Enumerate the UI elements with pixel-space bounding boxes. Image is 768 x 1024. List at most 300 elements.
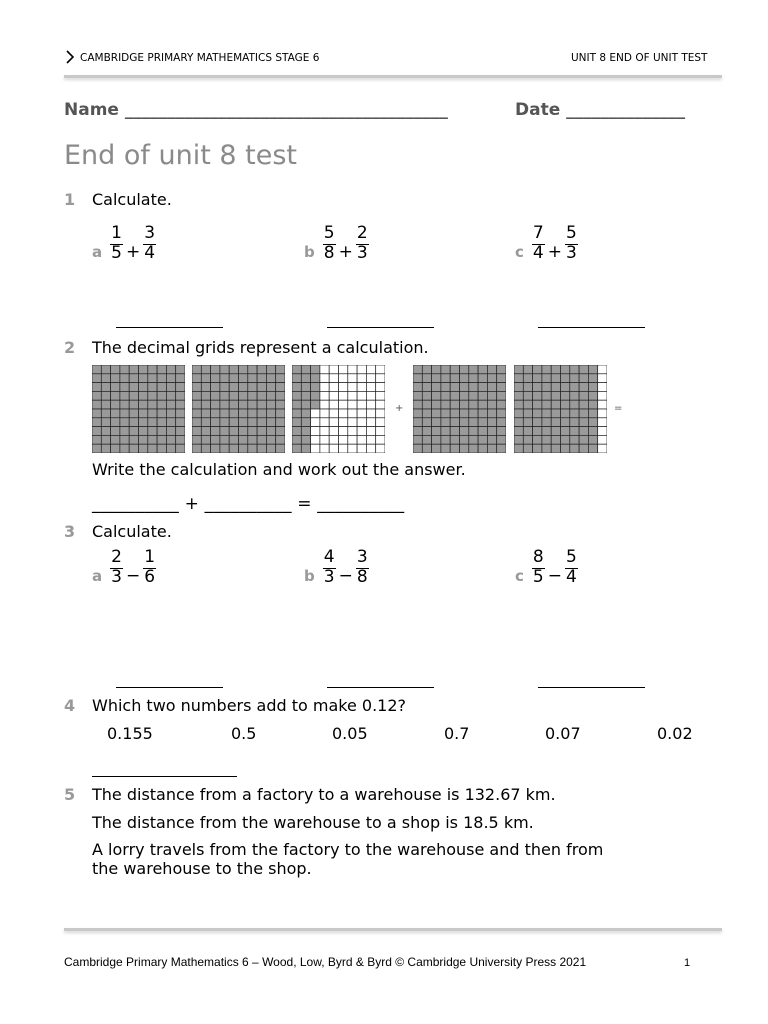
shaded-cell xyxy=(148,427,157,436)
question-number-3: 3 xyxy=(64,522,76,541)
shaded-cell xyxy=(220,391,229,400)
empty-cell xyxy=(357,365,366,374)
fraction: $\frac{1}{5}$ xyxy=(111,222,122,263)
shaded-cell xyxy=(192,418,201,427)
q3-part-b xyxy=(304,548,369,586)
shaded-cell xyxy=(111,427,120,436)
shaded-cell xyxy=(139,444,148,453)
q2-answer-row[interactable]: __________ + __________ = __________ xyxy=(92,494,405,514)
shaded-cell xyxy=(301,400,310,409)
shaded-cell xyxy=(487,427,496,436)
equals-symbol: = xyxy=(614,403,623,414)
shaded-cell xyxy=(111,391,120,400)
shaded-cell xyxy=(588,444,597,453)
shaded-cell xyxy=(422,444,431,453)
shaded-cell xyxy=(229,391,238,400)
shaded-cell xyxy=(579,409,588,418)
fraction: $\frac{5}{4}$ xyxy=(565,546,577,587)
shaded-cell xyxy=(441,391,450,400)
empty-cell xyxy=(348,444,357,453)
shaded-cell xyxy=(478,427,487,436)
shaded-cell xyxy=(588,435,597,444)
empty-cell xyxy=(329,427,338,436)
shaded-cell xyxy=(201,383,210,392)
header-divider xyxy=(64,75,722,78)
shaded-cell xyxy=(301,391,310,400)
shaded-cell xyxy=(92,435,101,444)
shaded-cell xyxy=(311,365,320,374)
shaded-cell xyxy=(441,374,450,383)
shaded-cell xyxy=(192,400,201,409)
shaded-cell xyxy=(413,400,422,409)
shaded-cell xyxy=(523,400,532,409)
empty-cell xyxy=(598,409,607,418)
shaded-cell xyxy=(460,374,469,383)
shaded-cell xyxy=(248,409,257,418)
shaded-cell xyxy=(542,400,551,409)
part-label: c xyxy=(515,567,524,585)
shaded-cell xyxy=(211,400,220,409)
shaded-cell xyxy=(523,409,532,418)
operator: − xyxy=(547,566,562,586)
empty-cell xyxy=(366,383,375,392)
fraction: $\frac{1}{6}$ xyxy=(144,546,156,587)
shaded-cell xyxy=(478,409,487,418)
shaded-cell xyxy=(201,400,210,409)
shaded-cell xyxy=(120,383,129,392)
shaded-cell xyxy=(588,365,597,374)
q5-line: The distance from a factory to a warehouse is 132.67 km. xyxy=(92,785,556,804)
shaded-cell xyxy=(239,400,248,409)
shaded-cell xyxy=(478,400,487,409)
q3b-answer-line[interactable] xyxy=(327,687,434,688)
shaded-cell xyxy=(551,409,560,418)
shaded-cell xyxy=(579,400,588,409)
shaded-cell xyxy=(111,409,120,418)
shaded-cell xyxy=(148,435,157,444)
shaded-cell xyxy=(523,391,532,400)
shaded-cell xyxy=(101,391,110,400)
q1-part-a xyxy=(92,224,156,262)
shaded-cell xyxy=(413,365,422,374)
shaded-cell xyxy=(542,374,551,383)
shaded-cell xyxy=(460,365,469,374)
shaded-cell xyxy=(239,383,248,392)
q1c-answer-line[interactable] xyxy=(538,327,645,328)
shaded-cell xyxy=(487,418,496,427)
shaded-cell xyxy=(413,374,422,383)
empty-cell xyxy=(376,444,385,453)
shaded-cell xyxy=(514,391,523,400)
q1-part-c xyxy=(515,224,578,262)
shaded-cell xyxy=(460,418,469,427)
shaded-cell xyxy=(257,391,266,400)
shaded-cell xyxy=(201,444,210,453)
q1b-answer-line[interactable] xyxy=(327,327,434,328)
shaded-cell xyxy=(542,365,551,374)
shaded-cell xyxy=(487,444,496,453)
empty-cell xyxy=(357,383,366,392)
shaded-cell xyxy=(292,391,301,400)
shaded-cell xyxy=(497,374,506,383)
shaded-cell xyxy=(276,391,285,400)
shaded-cell xyxy=(129,374,138,383)
empty-cell xyxy=(357,444,366,453)
footer-divider xyxy=(64,928,722,931)
shaded-cell xyxy=(176,365,185,374)
shaded-cell xyxy=(201,391,210,400)
shaded-cell xyxy=(487,400,496,409)
empty-cell xyxy=(329,383,338,392)
shaded-cell xyxy=(551,365,560,374)
shaded-cell xyxy=(497,418,506,427)
empty-cell xyxy=(376,391,385,400)
shaded-cell xyxy=(292,365,301,374)
shaded-cell xyxy=(450,444,459,453)
shaded-cell xyxy=(551,391,560,400)
shaded-cell xyxy=(588,391,597,400)
shaded-cell xyxy=(239,365,248,374)
shaded-cell xyxy=(139,418,148,427)
shaded-cell xyxy=(422,391,431,400)
empty-cell xyxy=(366,418,375,427)
shaded-cell xyxy=(192,444,201,453)
empty-cell xyxy=(366,444,375,453)
shaded-cell xyxy=(166,418,175,427)
option-number: 0.07 xyxy=(545,724,581,743)
shaded-cell xyxy=(460,391,469,400)
empty-cell xyxy=(311,435,320,444)
empty-cell xyxy=(339,435,348,444)
q1-part-b xyxy=(304,224,369,262)
shaded-cell xyxy=(220,383,229,392)
shaded-cell xyxy=(422,400,431,409)
empty-cell xyxy=(598,365,607,374)
shaded-cell xyxy=(157,400,166,409)
empty-cell xyxy=(598,400,607,409)
shaded-cell xyxy=(311,383,320,392)
shaded-cell xyxy=(441,383,450,392)
shaded-cell xyxy=(413,444,422,453)
shaded-cell xyxy=(432,391,441,400)
empty-cell xyxy=(348,400,357,409)
shaded-cell xyxy=(292,427,301,436)
q3c-answer-line[interactable] xyxy=(538,687,645,688)
shaded-cell xyxy=(450,409,459,418)
shaded-cell xyxy=(211,374,220,383)
shaded-cell xyxy=(157,365,166,374)
shaded-cell xyxy=(192,435,201,444)
shaded-cell xyxy=(139,427,148,436)
shaded-cell xyxy=(148,374,157,383)
q1a-answer-line[interactable] xyxy=(116,327,223,328)
shaded-cell xyxy=(422,427,431,436)
shaded-cell xyxy=(229,409,238,418)
shaded-cell xyxy=(148,383,157,392)
shaded-cell xyxy=(257,400,266,409)
header-left: CAMBRIDGE PRIMARY MATHEMATICS STAGE 6 xyxy=(80,52,320,64)
empty-cell xyxy=(598,435,607,444)
empty-cell xyxy=(339,365,348,374)
shaded-cell xyxy=(201,427,210,436)
shaded-cell xyxy=(248,365,257,374)
empty-cell xyxy=(376,374,385,383)
empty-cell xyxy=(320,427,329,436)
shaded-cell xyxy=(469,391,478,400)
shaded-cell xyxy=(561,435,570,444)
shaded-cell xyxy=(248,444,257,453)
question-number-5: 5 xyxy=(64,785,76,804)
empty-cell xyxy=(339,400,348,409)
decimal-grid xyxy=(514,365,607,453)
fraction: $\frac{3}{4}$ xyxy=(144,222,156,263)
shaded-cell xyxy=(248,374,257,383)
shaded-cell xyxy=(469,400,478,409)
shaded-cell xyxy=(176,409,185,418)
empty-cell xyxy=(598,383,607,392)
shaded-cell xyxy=(533,365,542,374)
shaded-cell xyxy=(542,409,551,418)
shaded-cell xyxy=(551,444,560,453)
shaded-cell xyxy=(266,374,275,383)
shaded-cell xyxy=(92,391,101,400)
q5-line: the warehouse to the shop. xyxy=(92,859,312,878)
shaded-cell xyxy=(422,409,431,418)
shaded-cell xyxy=(579,418,588,427)
empty-cell xyxy=(339,427,348,436)
shaded-cell xyxy=(211,383,220,392)
shaded-cell xyxy=(450,427,459,436)
shaded-cell xyxy=(111,435,120,444)
shaded-cell xyxy=(533,409,542,418)
shaded-cell xyxy=(266,418,275,427)
shaded-cell xyxy=(120,427,129,436)
shaded-cell xyxy=(139,383,148,392)
shaded-cell xyxy=(432,418,441,427)
part-label: b xyxy=(304,567,315,585)
shaded-cell xyxy=(292,374,301,383)
shaded-cell xyxy=(139,391,148,400)
shaded-cell xyxy=(441,435,450,444)
shaded-cell xyxy=(166,383,175,392)
shaded-cell xyxy=(579,435,588,444)
shaded-cell xyxy=(239,409,248,418)
shaded-cell xyxy=(432,400,441,409)
shaded-cell xyxy=(542,418,551,427)
question-text-2: The decimal grids represent a calculation. xyxy=(92,338,429,357)
shaded-cell xyxy=(478,418,487,427)
shaded-cell xyxy=(469,374,478,383)
shaded-cell xyxy=(276,435,285,444)
chevron-right-icon xyxy=(66,50,74,64)
q3-part-c xyxy=(515,548,578,586)
page-number: 1 xyxy=(684,957,691,969)
empty-cell xyxy=(320,391,329,400)
shaded-cell xyxy=(239,444,248,453)
shaded-cell xyxy=(514,435,523,444)
shaded-cell xyxy=(148,365,157,374)
shaded-cell xyxy=(129,435,138,444)
shaded-cell xyxy=(292,444,301,453)
shaded-cell xyxy=(432,374,441,383)
shaded-cell xyxy=(201,409,210,418)
shaded-cell xyxy=(301,365,310,374)
shaded-cell xyxy=(248,435,257,444)
shaded-cell xyxy=(257,383,266,392)
shaded-cell xyxy=(514,418,523,427)
shaded-cell xyxy=(561,427,570,436)
empty-cell xyxy=(366,409,375,418)
shaded-cell xyxy=(166,374,175,383)
shaded-cell xyxy=(101,427,110,436)
shaded-cell xyxy=(478,374,487,383)
shaded-cell xyxy=(487,365,496,374)
empty-cell xyxy=(311,409,320,418)
shaded-cell xyxy=(266,435,275,444)
shaded-cell xyxy=(229,400,238,409)
shaded-cell xyxy=(276,418,285,427)
shaded-cell xyxy=(570,435,579,444)
shaded-cell xyxy=(533,383,542,392)
shaded-cell xyxy=(220,444,229,453)
shaded-cell xyxy=(111,400,120,409)
q3-part-a xyxy=(92,548,156,586)
shaded-cell xyxy=(220,435,229,444)
empty-cell xyxy=(598,418,607,427)
shaded-cell xyxy=(478,365,487,374)
shaded-cell xyxy=(301,383,310,392)
shaded-cell xyxy=(166,391,175,400)
shaded-cell xyxy=(497,435,506,444)
shaded-cell xyxy=(301,444,310,453)
shaded-cell xyxy=(570,444,579,453)
empty-cell xyxy=(357,435,366,444)
shaded-cell xyxy=(239,391,248,400)
shaded-cell xyxy=(523,383,532,392)
shaded-cell xyxy=(301,374,310,383)
shaded-cell xyxy=(148,391,157,400)
question-number-1: 1 xyxy=(64,190,76,209)
shaded-cell xyxy=(460,435,469,444)
shaded-cell xyxy=(561,400,570,409)
shaded-cell xyxy=(432,383,441,392)
shaded-cell xyxy=(570,365,579,374)
empty-cell xyxy=(348,374,357,383)
empty-cell xyxy=(339,383,348,392)
shaded-cell xyxy=(422,374,431,383)
shaded-cell xyxy=(570,374,579,383)
q2-prompt: Write the calculation and work out the answer. xyxy=(92,460,466,479)
q3a-answer-line[interactable] xyxy=(116,687,223,688)
shaded-cell xyxy=(239,427,248,436)
shaded-cell xyxy=(101,374,110,383)
shaded-cell xyxy=(301,427,310,436)
shaded-cell xyxy=(570,391,579,400)
page-title: End of unit 8 test xyxy=(64,140,298,171)
shaded-cell xyxy=(120,391,129,400)
decimal-grid xyxy=(292,365,385,453)
shaded-cell xyxy=(523,374,532,383)
shaded-cell xyxy=(561,418,570,427)
shaded-cell xyxy=(239,374,248,383)
shaded-cell xyxy=(176,427,185,436)
operator: + xyxy=(338,242,353,262)
shaded-cell xyxy=(92,374,101,383)
q4-answer-line[interactable] xyxy=(92,776,237,777)
shaded-cell xyxy=(166,400,175,409)
shaded-cell xyxy=(192,383,201,392)
empty-cell xyxy=(598,374,607,383)
empty-cell xyxy=(366,365,375,374)
shaded-cell xyxy=(120,444,129,453)
shaded-cell xyxy=(497,365,506,374)
shaded-cell xyxy=(292,383,301,392)
shaded-cell xyxy=(201,418,210,427)
shaded-cell xyxy=(220,427,229,436)
shaded-cell xyxy=(220,365,229,374)
shaded-cell xyxy=(139,365,148,374)
shaded-cell xyxy=(460,409,469,418)
shaded-cell xyxy=(469,383,478,392)
shaded-cell xyxy=(157,391,166,400)
shaded-cell xyxy=(579,365,588,374)
shaded-cell xyxy=(92,409,101,418)
shaded-cell xyxy=(469,418,478,427)
shaded-cell xyxy=(311,374,320,383)
shaded-cell xyxy=(266,383,275,392)
fraction: $\frac{3}{8}$ xyxy=(356,546,368,587)
shaded-cell xyxy=(441,444,450,453)
empty-cell xyxy=(366,400,375,409)
part-label: a xyxy=(92,243,103,261)
shaded-cell xyxy=(478,383,487,392)
shaded-cell xyxy=(450,365,459,374)
empty-cell xyxy=(376,383,385,392)
shaded-cell xyxy=(551,400,560,409)
shaded-cell xyxy=(92,418,101,427)
shaded-cell xyxy=(487,391,496,400)
operator: − xyxy=(125,566,141,586)
shaded-cell xyxy=(478,435,487,444)
shaded-cell xyxy=(311,391,320,400)
shaded-cell xyxy=(248,427,257,436)
shaded-cell xyxy=(157,444,166,453)
shaded-cell xyxy=(211,418,220,427)
shaded-cell xyxy=(588,427,597,436)
shaded-cell xyxy=(92,400,101,409)
shaded-cell xyxy=(101,435,110,444)
shaded-cell xyxy=(101,409,110,418)
shaded-cell xyxy=(176,383,185,392)
shaded-cell xyxy=(561,444,570,453)
option-number: 0.5 xyxy=(231,724,257,743)
fraction: $\frac{5}{8}$ xyxy=(323,222,335,263)
shaded-cell xyxy=(469,427,478,436)
shaded-cell xyxy=(157,383,166,392)
shaded-cell xyxy=(422,383,431,392)
empty-cell xyxy=(348,391,357,400)
name-field[interactable]: Name ______________________________________ xyxy=(64,100,448,120)
empty-cell xyxy=(339,444,348,453)
empty-cell xyxy=(366,374,375,383)
shaded-cell xyxy=(257,418,266,427)
empty-cell xyxy=(329,418,338,427)
date-field[interactable]: Date ______________ xyxy=(515,100,686,120)
shaded-cell xyxy=(413,435,422,444)
shaded-cell xyxy=(579,383,588,392)
shaded-cell xyxy=(129,400,138,409)
empty-cell xyxy=(348,418,357,427)
